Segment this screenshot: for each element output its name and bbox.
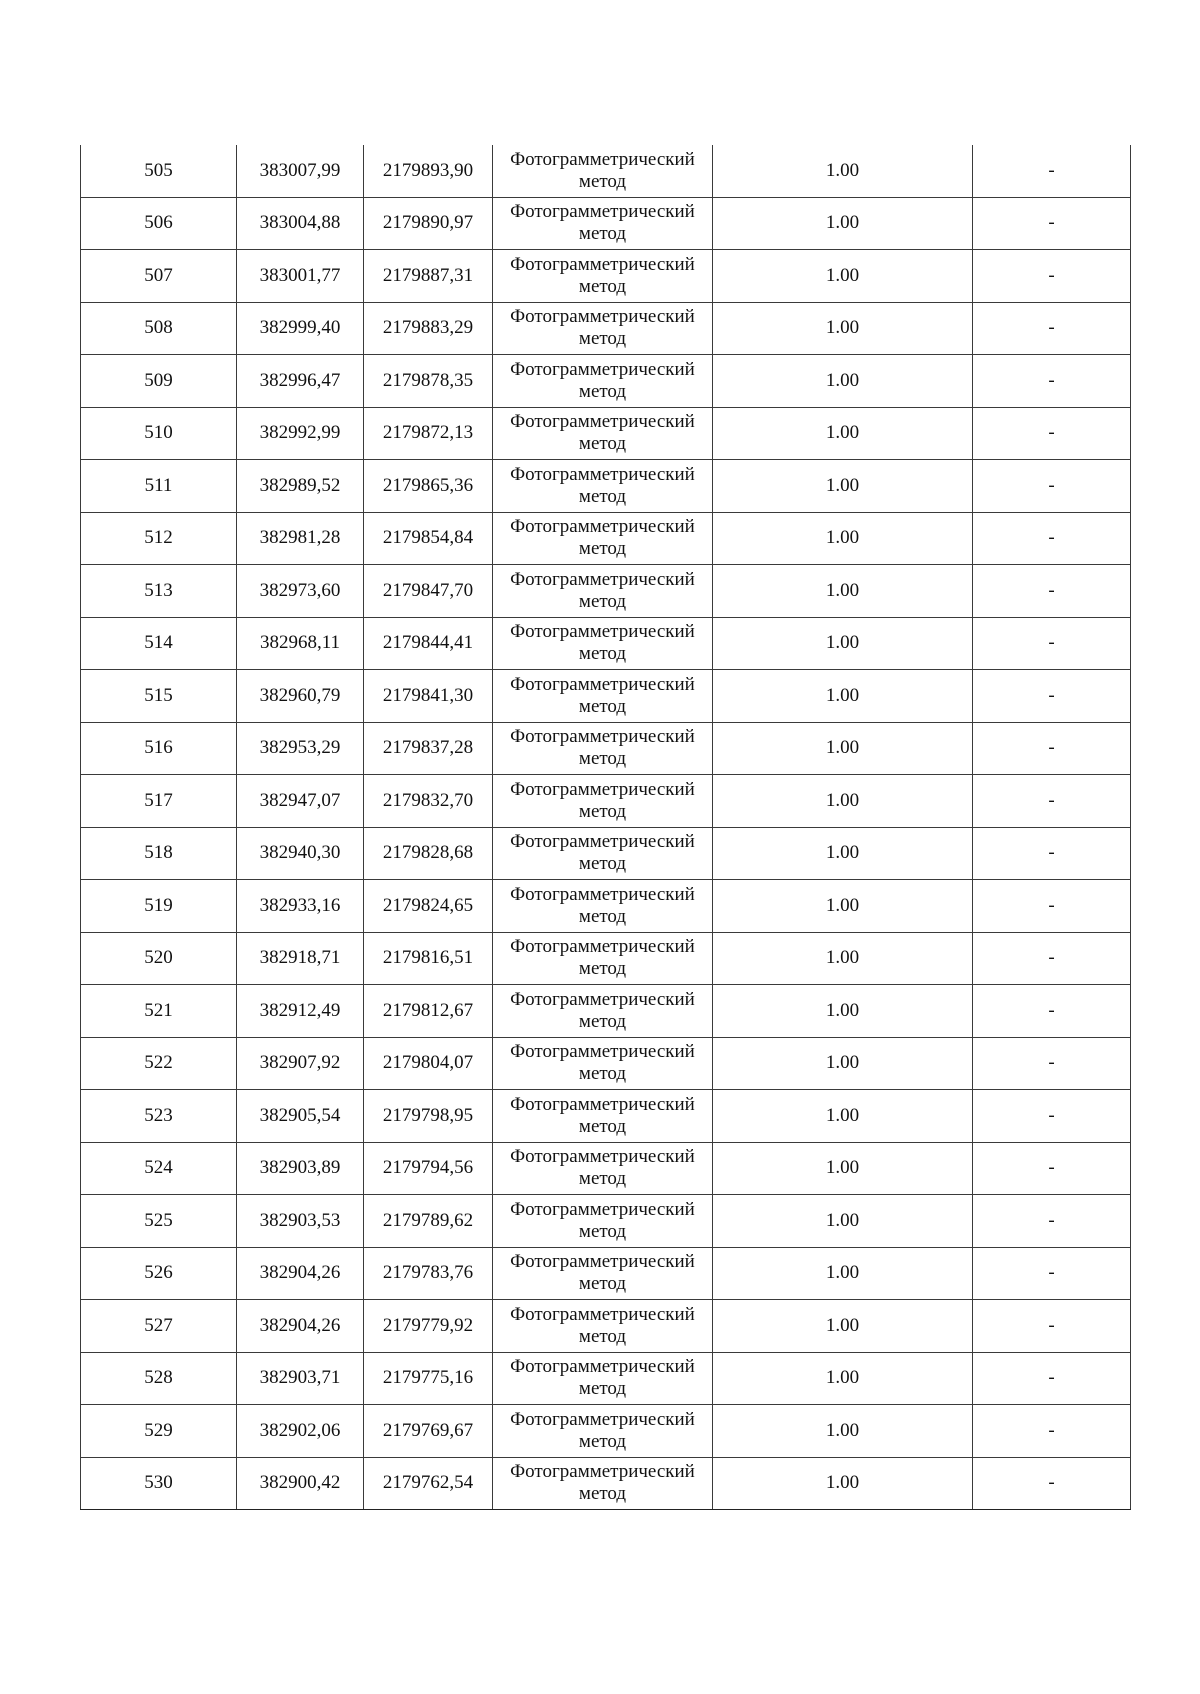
table-row — [81, 670, 1131, 723]
method-cell — [493, 145, 713, 197]
x-coordinate-cell: 382940,30 — [237, 827, 364, 880]
table-row — [81, 880, 1131, 933]
precision-cell: 1.00 — [713, 1142, 973, 1195]
method-cell — [493, 1195, 713, 1248]
method-line-2: метод — [578, 905, 627, 927]
table-row — [81, 1142, 1131, 1195]
point-number-cell: 530 — [81, 1457, 237, 1510]
x-coordinate-cell: 382953,29 — [237, 722, 364, 775]
coordinates-table — [80, 145, 1131, 1510]
method-line-1: Фотограмметрический — [510, 1461, 695, 1483]
y-coordinate-cell: 2179841,30 — [364, 670, 493, 723]
table-row — [81, 1037, 1131, 1090]
note-cell: - — [973, 1405, 1131, 1458]
point-number-cell: 514 — [81, 617, 237, 670]
point-number-cell: 510 — [81, 407, 237, 460]
table-row — [81, 197, 1131, 250]
point-number-cell: 529 — [81, 1405, 237, 1458]
y-coordinate-cell: 2179762,54 — [364, 1457, 493, 1510]
table-body — [81, 145, 1131, 1510]
point-number-cell: 516 — [81, 722, 237, 775]
y-coordinate-cell: 2179769,67 — [364, 1405, 493, 1458]
note-cell: - — [973, 932, 1131, 985]
method-line-1: Фотограмметрический — [510, 1146, 695, 1168]
method-line-1: Фотограмметрический — [510, 411, 695, 433]
x-coordinate-cell: 382904,26 — [237, 1300, 364, 1353]
method-cell — [493, 880, 713, 933]
method-line-1: Фотограмметрический — [510, 883, 695, 905]
note-cell: - — [973, 670, 1131, 723]
y-coordinate-cell: 2179783,76 — [364, 1247, 493, 1300]
point-number-cell: 518 — [81, 827, 237, 880]
point-number-cell: 522 — [81, 1037, 237, 1090]
table-row — [81, 302, 1131, 355]
note-cell: - — [973, 565, 1131, 618]
method-cell — [493, 932, 713, 985]
point-number-cell: 505 — [81, 145, 237, 197]
method-line-1: Фотограмметрический — [510, 1093, 695, 1115]
point-number-cell: 517 — [81, 775, 237, 828]
table-row — [81, 407, 1131, 460]
precision-cell: 1.00 — [713, 722, 973, 775]
method-cell — [493, 1247, 713, 1300]
point-number-cell: 519 — [81, 880, 237, 933]
point-number-cell: 511 — [81, 460, 237, 513]
method-cell — [493, 355, 713, 408]
method-line-1: Фотограмметрический — [510, 463, 695, 485]
method-line-2: метод — [578, 853, 627, 875]
method-line-1: Фотограмметрический — [510, 1356, 695, 1378]
precision-cell: 1.00 — [713, 617, 973, 670]
precision-cell: 1.00 — [713, 250, 973, 303]
method-cell — [493, 460, 713, 513]
method-cell — [493, 1142, 713, 1195]
method-line-1: Фотограмметрический — [510, 306, 695, 328]
point-number-cell: 506 — [81, 197, 237, 250]
table-row — [81, 1195, 1131, 1248]
method-line-1: Фотограмметрический — [510, 148, 695, 170]
x-coordinate-cell: 382989,52 — [237, 460, 364, 513]
method-line-2: метод — [578, 433, 627, 455]
y-coordinate-cell: 2179812,67 — [364, 985, 493, 1038]
precision-cell: 1.00 — [713, 302, 973, 355]
point-number-cell: 508 — [81, 302, 237, 355]
method-cell — [493, 1090, 713, 1143]
method-line-1: Фотограмметрический — [510, 726, 695, 748]
table-row — [81, 1247, 1131, 1300]
precision-cell: 1.00 — [713, 932, 973, 985]
y-coordinate-cell: 2179865,36 — [364, 460, 493, 513]
method-line-1: Фотограмметрический — [510, 621, 695, 643]
method-cell — [493, 1405, 713, 1458]
table-row — [81, 355, 1131, 408]
y-coordinate-cell: 2179832,70 — [364, 775, 493, 828]
x-coordinate-cell: 382904,26 — [237, 1247, 364, 1300]
method-line-1: Фотограмметрический — [510, 936, 695, 958]
table-row — [81, 617, 1131, 670]
x-coordinate-cell: 382905,54 — [237, 1090, 364, 1143]
precision-cell: 1.00 — [713, 460, 973, 513]
method-cell — [493, 1457, 713, 1510]
method-line-1: Фотограмметрический — [510, 673, 695, 695]
y-coordinate-cell: 2179847,70 — [364, 565, 493, 618]
method-line-1: Фотограмметрический — [510, 358, 695, 380]
method-line-1: Фотограмметрический — [510, 1198, 695, 1220]
method-line-2: метод — [578, 1378, 627, 1400]
method-cell — [493, 197, 713, 250]
x-coordinate-cell: 382907,92 — [237, 1037, 364, 1090]
precision-cell: 1.00 — [713, 775, 973, 828]
note-cell: - — [973, 407, 1131, 460]
y-coordinate-cell: 2179844,41 — [364, 617, 493, 670]
table-row — [81, 512, 1131, 565]
point-number-cell: 520 — [81, 932, 237, 985]
method-cell — [493, 512, 713, 565]
point-number-cell: 509 — [81, 355, 237, 408]
method-line-2: метод — [578, 1483, 627, 1505]
y-coordinate-cell: 2179890,97 — [364, 197, 493, 250]
precision-cell: 1.00 — [713, 1300, 973, 1353]
point-number-cell: 521 — [81, 985, 237, 1038]
note-cell: - — [973, 1457, 1131, 1510]
point-number-cell: 513 — [81, 565, 237, 618]
x-coordinate-cell: 382973,60 — [237, 565, 364, 618]
method-line-2: метод — [578, 1168, 627, 1190]
precision-cell: 1.00 — [713, 1037, 973, 1090]
method-line-2: метод — [578, 643, 627, 665]
table-row — [81, 775, 1131, 828]
method-line-2: метод — [578, 590, 627, 612]
precision-cell: 1.00 — [713, 670, 973, 723]
method-line-1: Фотограмметрический — [510, 201, 695, 223]
note-cell: - — [973, 985, 1131, 1038]
method-line-2: метод — [578, 1325, 627, 1347]
method-line-2: метод — [578, 485, 627, 507]
method-cell — [493, 617, 713, 670]
x-coordinate-cell: 383004,88 — [237, 197, 364, 250]
point-number-cell: 526 — [81, 1247, 237, 1300]
method-line-1: Фотограмметрический — [510, 778, 695, 800]
method-cell — [493, 1352, 713, 1405]
note-cell: - — [973, 880, 1131, 933]
x-coordinate-cell: 382947,07 — [237, 775, 364, 828]
method-line-2: метод — [578, 1220, 627, 1242]
method-line-1: Фотограмметрический — [510, 1041, 695, 1063]
x-coordinate-cell: 382960,79 — [237, 670, 364, 723]
method-line-1: Фотограмметрический — [510, 253, 695, 275]
y-coordinate-cell: 2179798,95 — [364, 1090, 493, 1143]
note-cell: - — [973, 617, 1131, 670]
precision-cell: 1.00 — [713, 512, 973, 565]
note-cell: - — [973, 355, 1131, 408]
precision-cell: 1.00 — [713, 1405, 973, 1458]
y-coordinate-cell: 2179779,92 — [364, 1300, 493, 1353]
table-row — [81, 1352, 1131, 1405]
precision-cell: 1.00 — [713, 1195, 973, 1248]
method-line-2: метод — [578, 695, 627, 717]
precision-cell: 1.00 — [713, 985, 973, 1038]
method-line-2: метод — [578, 275, 627, 297]
method-line-2: метод — [578, 1010, 627, 1032]
point-number-cell: 528 — [81, 1352, 237, 1405]
note-cell: - — [973, 722, 1131, 775]
x-coordinate-cell: 382933,16 — [237, 880, 364, 933]
y-coordinate-cell: 2179837,28 — [364, 722, 493, 775]
note-cell: - — [973, 1195, 1131, 1248]
method-line-2: метод — [578, 538, 627, 560]
method-line-1: Фотограмметрический — [510, 988, 695, 1010]
y-coordinate-cell: 2179887,31 — [364, 250, 493, 303]
note-cell: - — [973, 512, 1131, 565]
method-cell — [493, 565, 713, 618]
x-coordinate-cell: 382902,06 — [237, 1405, 364, 1458]
y-coordinate-cell: 2179854,84 — [364, 512, 493, 565]
x-coordinate-cell: 382981,28 — [237, 512, 364, 565]
method-line-2: метод — [578, 380, 627, 402]
note-cell: - — [973, 460, 1131, 513]
method-cell — [493, 670, 713, 723]
table-row — [81, 1405, 1131, 1458]
method-line-1: Фотограмметрический — [510, 1408, 695, 1430]
method-cell — [493, 722, 713, 775]
method-cell — [493, 250, 713, 303]
precision-cell: 1.00 — [713, 197, 973, 250]
method-line-1: Фотограмметрический — [510, 568, 695, 590]
x-coordinate-cell: 383007,99 — [237, 145, 364, 197]
note-cell: - — [973, 250, 1131, 303]
y-coordinate-cell: 2179878,35 — [364, 355, 493, 408]
point-number-cell: 527 — [81, 1300, 237, 1353]
precision-cell: 1.00 — [713, 565, 973, 618]
x-coordinate-cell: 383001,77 — [237, 250, 364, 303]
method-cell — [493, 827, 713, 880]
precision-cell: 1.00 — [713, 407, 973, 460]
y-coordinate-cell: 2179872,13 — [364, 407, 493, 460]
method-cell — [493, 302, 713, 355]
x-coordinate-cell: 382968,11 — [237, 617, 364, 670]
table-row — [81, 827, 1131, 880]
method-line-1: Фотограмметрический — [510, 1303, 695, 1325]
method-line-2: метод — [578, 1063, 627, 1085]
method-cell — [493, 1037, 713, 1090]
note-cell: - — [973, 1247, 1131, 1300]
method-line-1: Фотограмметрический — [510, 1251, 695, 1273]
table-row — [81, 565, 1131, 618]
precision-cell: 1.00 — [713, 827, 973, 880]
y-coordinate-cell: 2179794,56 — [364, 1142, 493, 1195]
note-cell: - — [973, 827, 1131, 880]
method-line-2: метод — [578, 1273, 627, 1295]
precision-cell: 1.00 — [713, 1090, 973, 1143]
precision-cell: 1.00 — [713, 880, 973, 933]
method-line-2: метод — [578, 748, 627, 770]
note-cell: - — [973, 1142, 1131, 1195]
note-cell: - — [973, 1300, 1131, 1353]
note-cell: - — [973, 1037, 1131, 1090]
note-cell: - — [973, 1352, 1131, 1405]
table-row — [81, 460, 1131, 513]
y-coordinate-cell: 2179824,65 — [364, 880, 493, 933]
x-coordinate-cell: 382903,53 — [237, 1195, 364, 1248]
method-line-2: метод — [578, 328, 627, 350]
x-coordinate-cell: 382903,89 — [237, 1142, 364, 1195]
y-coordinate-cell: 2179789,62 — [364, 1195, 493, 1248]
precision-cell: 1.00 — [713, 1457, 973, 1510]
point-number-cell: 512 — [81, 512, 237, 565]
note-cell: - — [973, 1090, 1131, 1143]
point-number-cell: 525 — [81, 1195, 237, 1248]
method-line-2: метод — [578, 1430, 627, 1452]
note-cell: - — [973, 775, 1131, 828]
x-coordinate-cell: 382918,71 — [237, 932, 364, 985]
y-coordinate-cell: 2179893,90 — [364, 145, 493, 197]
table-row — [81, 722, 1131, 775]
method-cell — [493, 775, 713, 828]
x-coordinate-cell: 382900,42 — [237, 1457, 364, 1510]
method-line-2: метод — [578, 800, 627, 822]
y-coordinate-cell: 2179883,29 — [364, 302, 493, 355]
note-cell: - — [973, 145, 1131, 197]
method-cell — [493, 1300, 713, 1353]
method-cell — [493, 407, 713, 460]
precision-cell: 1.00 — [713, 1247, 973, 1300]
note-cell: - — [973, 197, 1131, 250]
table-row — [81, 1300, 1131, 1353]
method-line-2: метод — [578, 1115, 627, 1137]
precision-cell: 1.00 — [713, 145, 973, 197]
table-row — [81, 250, 1131, 303]
precision-cell: 1.00 — [713, 1352, 973, 1405]
method-line-2: метод — [578, 170, 627, 192]
x-coordinate-cell: 382999,40 — [237, 302, 364, 355]
table-row — [81, 1457, 1131, 1510]
table-row — [81, 1090, 1131, 1143]
note-cell: - — [973, 302, 1131, 355]
y-coordinate-cell: 2179804,07 — [364, 1037, 493, 1090]
method-line-1: Фотограмметрический — [510, 516, 695, 538]
precision-cell: 1.00 — [713, 355, 973, 408]
point-number-cell: 523 — [81, 1090, 237, 1143]
table-row — [81, 985, 1131, 1038]
x-coordinate-cell: 382992,99 — [237, 407, 364, 460]
point-number-cell: 515 — [81, 670, 237, 723]
y-coordinate-cell: 2179816,51 — [364, 932, 493, 985]
table-row — [81, 145, 1131, 197]
x-coordinate-cell: 382996,47 — [237, 355, 364, 408]
x-coordinate-cell: 382912,49 — [237, 985, 364, 1038]
method-line-1: Фотограмметрический — [510, 831, 695, 853]
y-coordinate-cell: 2179828,68 — [364, 827, 493, 880]
method-line-2: метод — [578, 958, 627, 980]
method-line-2: метод — [578, 223, 627, 245]
y-coordinate-cell: 2179775,16 — [364, 1352, 493, 1405]
point-number-cell: 524 — [81, 1142, 237, 1195]
point-number-cell: 507 — [81, 250, 237, 303]
method-cell — [493, 985, 713, 1038]
x-coordinate-cell: 382903,71 — [237, 1352, 364, 1405]
table-row — [81, 932, 1131, 985]
